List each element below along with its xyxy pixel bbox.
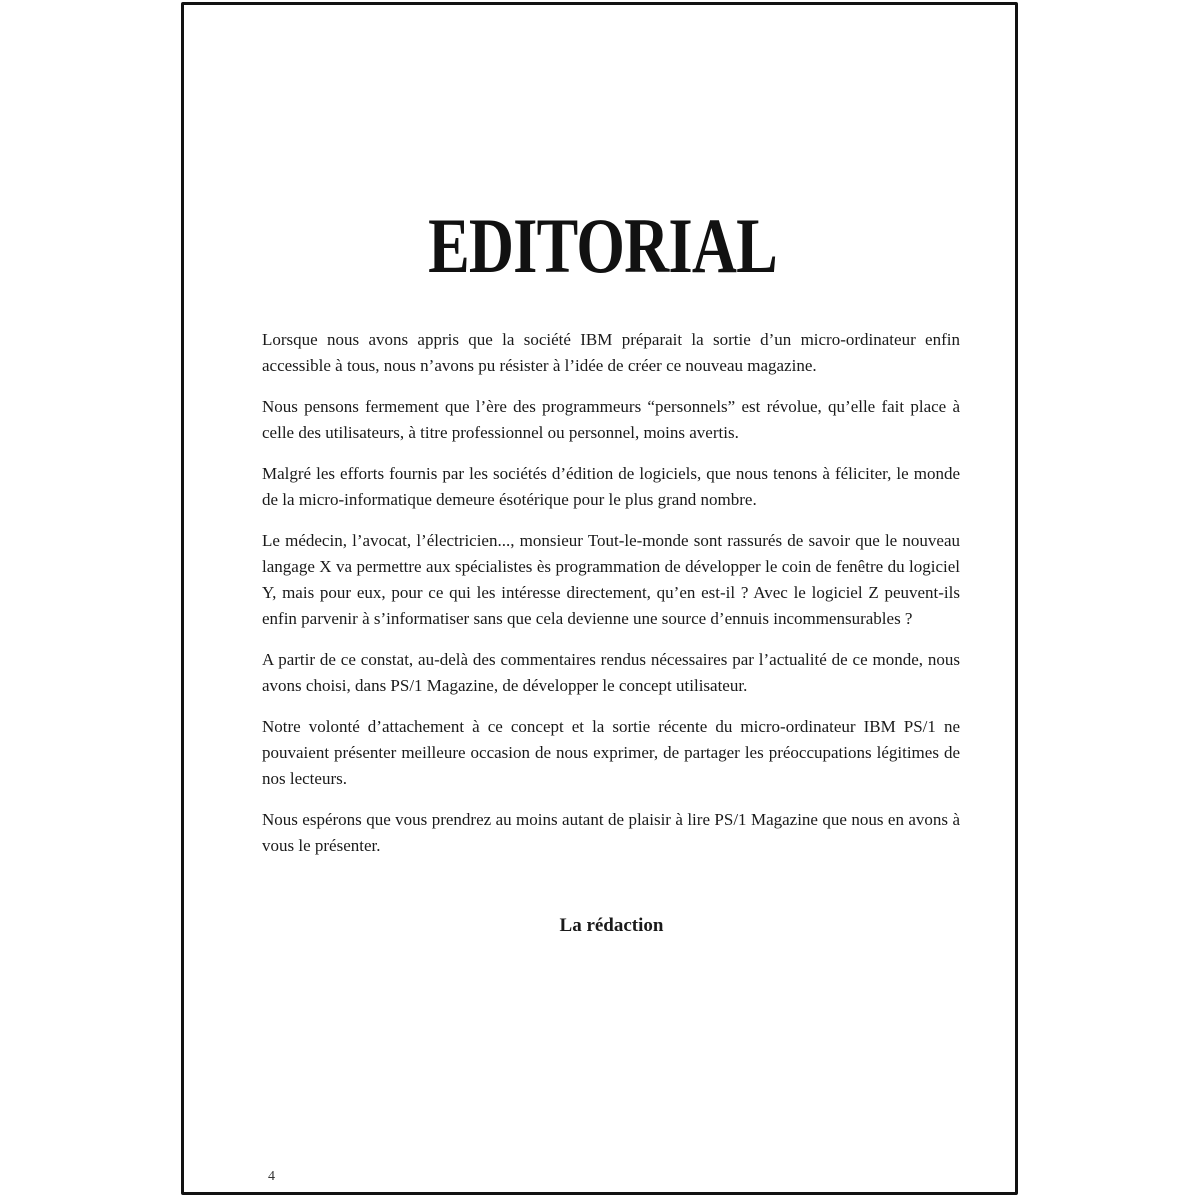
magazine-page <box>181 2 1018 1195</box>
signature: La rédaction <box>559 915 664 936</box>
paragraph: Lorsque nous avons appris que la société IBM préparait la sortie d’un micro-ordinateur enfin accessible à tous, nous n’avons pu résister à l’idée de créer ce nouveau magazine. <box>262 330 960 375</box>
paragraph: Nous pensons fermement que l’ère des programmeurs “personnels” est révolue, qu’elle fait place à celle des utilisateurs, à titre professionnel ou personnel, moins avertis. <box>262 397 960 442</box>
paragraph: Le médecin, l’avocat, l’électricien..., monsieur Tout-le-monde sont rassurés de savoir que le nouveau langage X va permettre aux spécialistes ès programmation de développer le coin de fenêtre du logiciel Y, mais pour eux, pour ce qui les intéresse directement, qu’en est-il ? Avec le logiciel Z peuvent-ils enfin parvenir à s’informatiser sans que cela devienne une source d’ennuis incommensurables ? <box>262 531 960 628</box>
page-title: EDITORIAL <box>428 202 777 289</box>
paragraph: Malgré les efforts fournis par les sociétés d’édition de logiciels, que nous tenons à féliciter, le monde de la micro-informatique demeure ésotérique pour le plus grand nombre. <box>262 464 960 509</box>
paragraph: Nous espérons que vous prendrez au moins autant de plaisir à lire PS/1 Magazine que nous en avons à vous le présenter. <box>262 810 960 855</box>
editorial-body <box>262 327 960 874</box>
paragraph: Notre volonté d’attachement à ce concept et la sortie récente du micro-ordinateur IBM PS/1 ne pouvaient présenter meilleure occasion de nous exprimer, de partager les préoccupations légitimes de nos lecteurs. <box>262 717 960 788</box>
page-number: 4 <box>268 1169 275 1184</box>
paragraph: A partir de ce constat, au-delà des commentaires rendus nécessaires par l’actualité de ce monde, nous avons choisi, dans PS/1 Magazine, de développer le concept utilisateur. <box>262 650 960 695</box>
